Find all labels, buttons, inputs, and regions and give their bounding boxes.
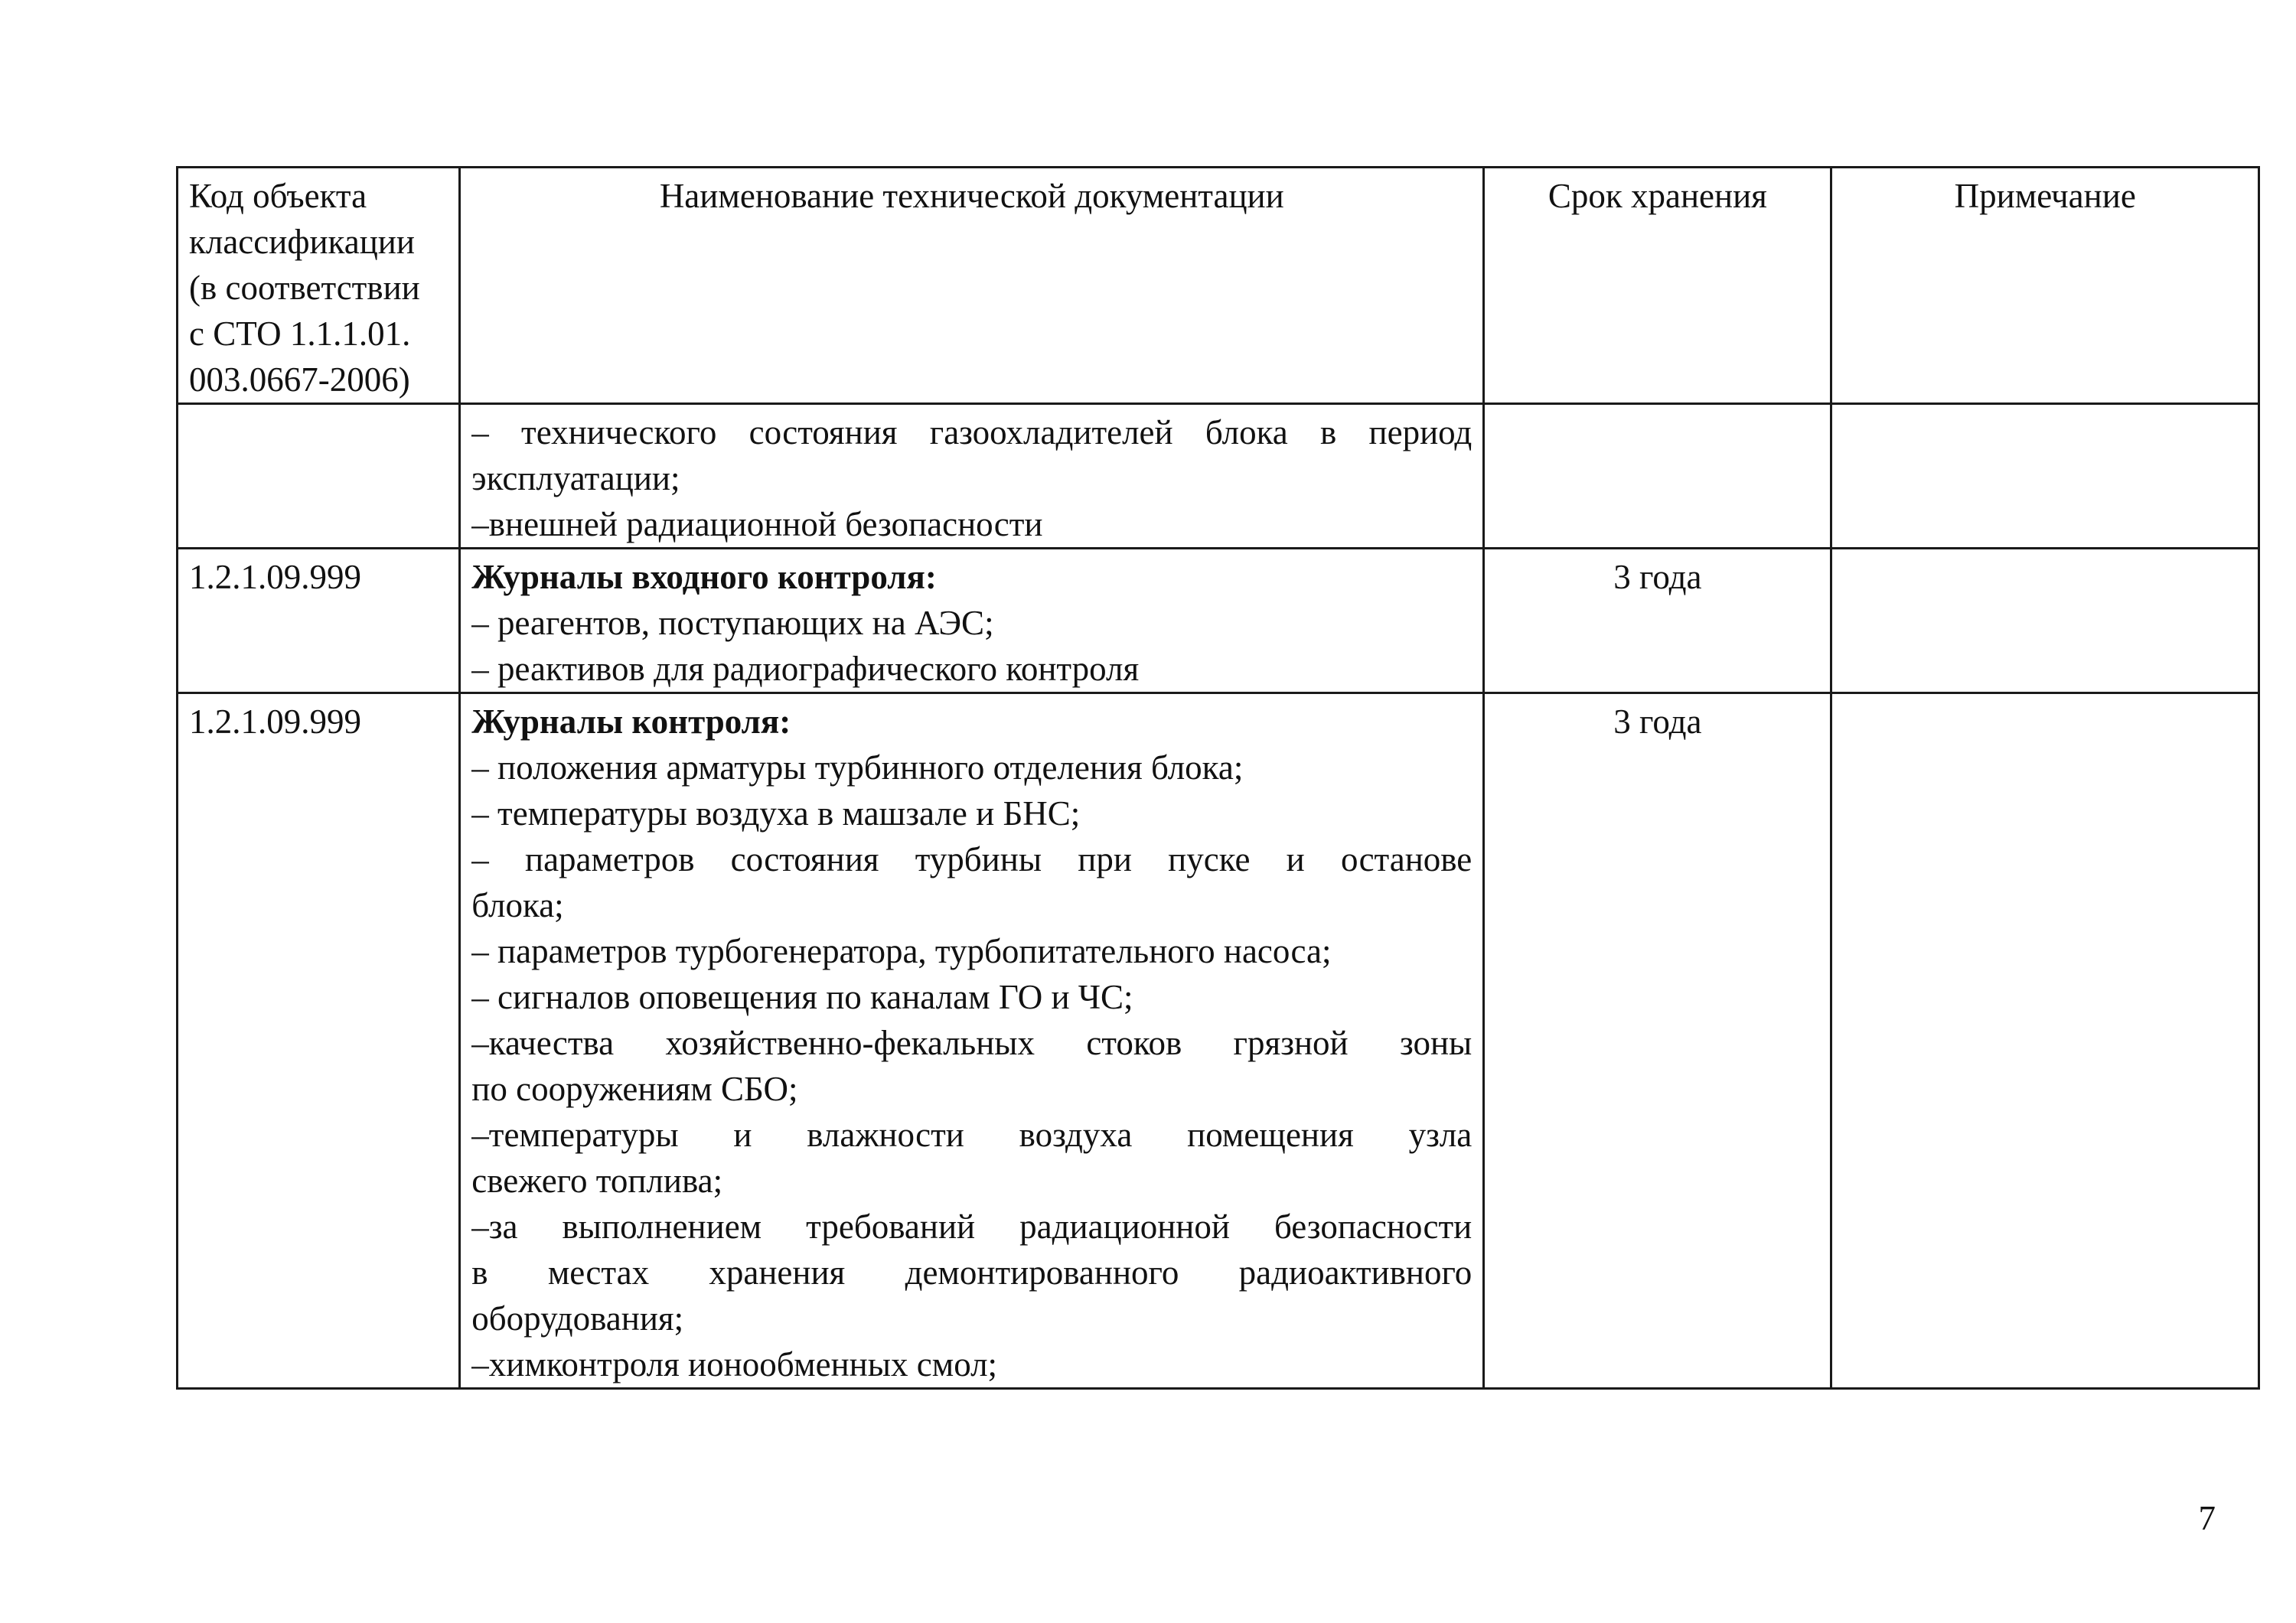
row-line: эксплуатации;	[471, 459, 680, 497]
row-line: в местах хранения демонтированного радиоактивного	[471, 1253, 1473, 1292]
row-note	[1831, 404, 2259, 549]
row-line: – реактивов для радиографического контроля	[471, 650, 1140, 688]
row-code: 1.2.1.09.999	[178, 693, 460, 1389]
header-code-line: с СТО 1.1.1.01.	[189, 314, 411, 353]
row-note	[1831, 549, 2259, 693]
row-code	[178, 404, 460, 549]
row-line: –температуры и влажности воздуха помещения узла	[471, 1116, 1473, 1154]
row-line: по сооружениям СБО;	[471, 1070, 798, 1108]
row-line: – параметров состояния турбины при пуске и останове	[471, 840, 1473, 878]
table-row	[178, 549, 2259, 693]
table-row	[178, 404, 2259, 549]
row-line: – температуры воздуха в машзале и БНС;	[471, 794, 1081, 833]
row-name	[460, 404, 1484, 549]
header-code-line: Код объекта	[189, 177, 367, 215]
row-line: блока;	[471, 886, 564, 924]
row-line: –качества хозяйственно-фекальных стоков грязной зоны	[471, 1024, 1473, 1062]
header-code	[178, 168, 460, 404]
header-code-line: 003.0667-2006)	[189, 360, 410, 399]
row-title: Журналы входного контроля:	[471, 558, 937, 596]
row-name	[460, 549, 1484, 693]
row-term: 3 года	[1484, 693, 1831, 1389]
table-header-row	[178, 168, 2259, 404]
row-line: – параметров турбогенератора, турбопитательного насоса;	[471, 932, 1332, 970]
header-code-line: классификации	[189, 223, 415, 261]
header-term: Срок хранения	[1484, 168, 1831, 404]
row-line: – реагентов, поступающих на АЭС;	[471, 604, 994, 642]
row-name	[460, 693, 1484, 1389]
documentation-table	[176, 166, 2260, 1390]
row-line: –внешней радиационной безопасности	[471, 505, 1043, 543]
row-code: 1.2.1.09.999	[178, 549, 460, 693]
row-term: 3 года	[1484, 549, 1831, 693]
header-code-line: (в соответствии	[189, 269, 420, 307]
header-note: Примечание	[1831, 168, 2259, 404]
row-term	[1484, 404, 1831, 549]
row-line: –химконтроля ионообменных смол;	[471, 1345, 998, 1383]
row-line: оборудования;	[471, 1299, 684, 1338]
table-row	[178, 693, 2259, 1389]
row-line: – сигналов оповещения по каналам ГО и ЧС;	[471, 978, 1133, 1016]
page-number: 7	[2198, 1499, 2216, 1537]
row-note	[1831, 693, 2259, 1389]
row-line: – положения арматуры турбинного отделения блока;	[471, 748, 1244, 787]
row-line: свежего топлива;	[471, 1162, 723, 1200]
row-title: Журналы контроля:	[471, 702, 791, 741]
row-line: – технического состояния газоохладителей блока в период	[471, 413, 1473, 451]
row-line: –за выполнением требований радиационной безопасности	[471, 1207, 1473, 1246]
header-name: Наименование технической документации	[460, 168, 1484, 404]
